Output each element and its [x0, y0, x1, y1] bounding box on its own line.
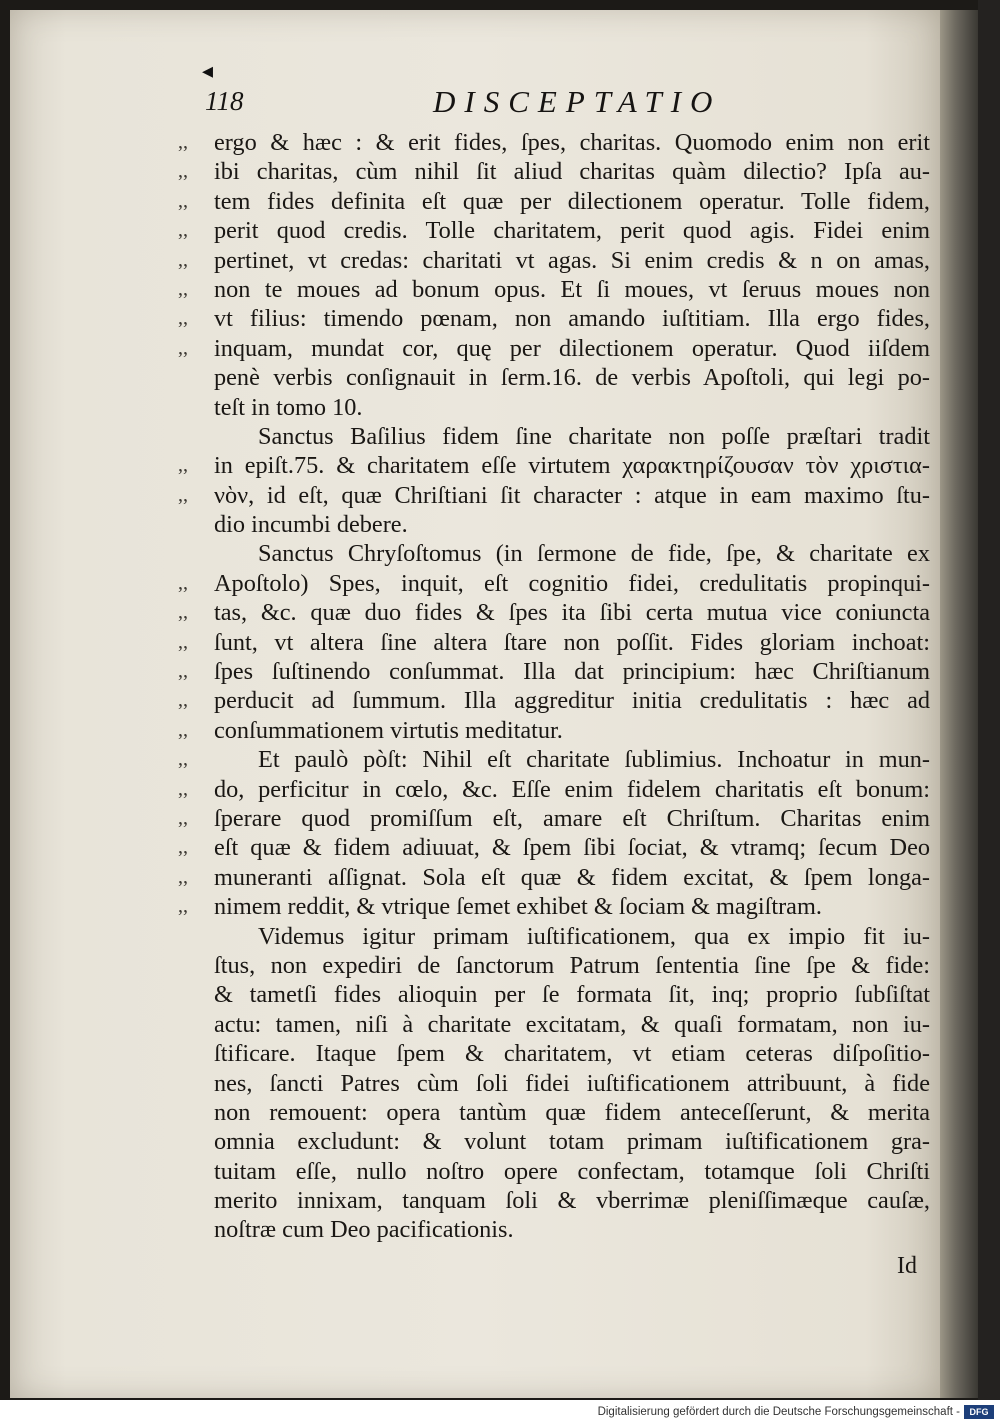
text-line	[178, 1186, 930, 1215]
quote-marker: ,,	[178, 571, 188, 594]
text-line	[178, 451, 930, 480]
text-line	[178, 598, 930, 627]
line-text: non remouent: opera tantùm quæ fidem anteceſſerunt, & merita	[214, 1098, 930, 1126]
text-line	[178, 980, 930, 1009]
text-line	[178, 1039, 930, 1068]
quote-marker: ,,	[178, 189, 188, 212]
line-text: ergo & hæc : & erit fides, ſpes, charitas. Quomodo enim non erit	[214, 129, 930, 156]
line-text: penè verbis conſignauit in ſerm.16. de verbis Apoſtoli, qui legi po-	[214, 364, 930, 392]
running-head	[205, 82, 935, 122]
catchword: Id	[897, 1253, 917, 1279]
line-text: tas, &c. quæ duo fides & ſpes ita ſibi certa mutua vice coniuncta	[214, 599, 930, 627]
line-text: ſunt, vt altera ſine altera ſtare non poſſit. Fides gloriam inchoat:	[214, 628, 930, 656]
quote-marker: ,,	[178, 660, 188, 683]
text-line	[178, 628, 930, 657]
quote-marker: ,,	[178, 777, 188, 800]
line-text: conſummationem virtutis meditatur.	[214, 716, 563, 744]
line-text: ſperare quod promiſſum eſt, amare eſt Chriſtum. Charitas enim	[214, 804, 930, 832]
line-text: & tametſi fides alioquin per ſe formata ſit, inq; proprio ſubſiſtat	[214, 981, 930, 1009]
text-line	[178, 657, 930, 686]
text-line	[178, 1157, 930, 1186]
quote-marker: ,,	[178, 131, 188, 153]
quote-marker: ,,	[178, 895, 188, 918]
text-line	[178, 304, 930, 333]
text-line	[178, 1215, 930, 1244]
quote-marker: ,,	[178, 307, 188, 330]
text-line	[178, 539, 930, 568]
quote-marker: ,,	[178, 454, 188, 477]
text-line	[178, 216, 930, 245]
text-line	[178, 334, 930, 363]
text-line	[178, 1069, 930, 1098]
quote-marker: ,,	[178, 336, 188, 359]
line-text: ſpes ſuſtinendo conſummat. Illa dat principium: hæc Chriſtianum	[214, 658, 930, 686]
text-line	[178, 892, 930, 921]
text-line	[178, 157, 930, 186]
line-text: non te moues ad bonum opus. Et ſi moues, vt ſeruus moues non	[214, 275, 930, 303]
page-number: 118	[205, 86, 244, 116]
text-line	[178, 922, 930, 951]
line-text: Videmus igitur primam iuſtificationem, qua ex impio fit iu-	[258, 922, 930, 950]
text-line	[178, 863, 930, 892]
quote-marker: ,,	[178, 483, 188, 506]
footer-bar	[0, 1400, 1000, 1425]
quote-marker: ,,	[178, 248, 188, 271]
line-text: eſt quæ & fidem adiuuat, & ſpem ſibi ſociat, & vtramq; ſecum Deo	[214, 834, 930, 862]
line-text: nes, ſancti Patres cùm ſoli fidei iuſtificationem attribuunt, à fide	[214, 1069, 930, 1097]
text-line	[178, 510, 930, 539]
text-line	[178, 1010, 930, 1039]
body-text	[178, 128, 930, 1245]
line-text: pertinet, vt credas: charitati vt agas. Si enim credis & n on amas,	[214, 246, 930, 274]
page-corner-mark: ◂	[202, 58, 214, 83]
funding-credit: Digitalisierung gefördert durch die Deutsche Forschungsgemeinschaft -	[597, 1406, 960, 1418]
text-line	[178, 569, 930, 598]
text-line	[178, 1127, 930, 1156]
text-line	[178, 745, 930, 774]
quote-marker: ,,	[178, 160, 188, 183]
line-text: Sanctus Baſilius fidem ſine charitate non poſſe præſtari tradit	[258, 422, 930, 450]
quote-marker: ,,	[178, 806, 188, 829]
quote-marker: ,,	[178, 630, 188, 653]
quote-marker: ,,	[178, 219, 188, 242]
line-text: omnia excludunt: & volunt totam primam iuſtificationem gra-	[214, 1128, 930, 1156]
text-line	[178, 686, 930, 715]
line-text: ſtificare. Itaque ſpem & charitatem, vt etiam ceteras diſpoſitio-	[214, 1040, 930, 1068]
line-text: Sanctus Chryſoſtomus (in ſermone de fide, ſpe, & charitate ex	[258, 540, 930, 568]
quote-marker: ,,	[178, 689, 188, 712]
text-line	[178, 187, 930, 216]
text-line	[178, 716, 930, 745]
quote-marker: ,,	[178, 601, 188, 624]
line-text: vt filius: timendo pœnam, non amando iuſtitiam. Illa ergo fides,	[214, 305, 930, 333]
line-text: tuitam eſſe, nullo noſtro opere confectam, totamque ſoli Chriſti	[214, 1157, 930, 1185]
quote-marker: ,,	[178, 748, 188, 771]
line-text: inquam, mundat cor, quę per dilectionem operatur. Quod iiſdem	[214, 334, 930, 362]
quote-marker: ,,	[178, 718, 188, 741]
scan-border	[978, 0, 1000, 1400]
line-text: νὸν, id eſt, quæ Chriſtiani ſit character : atque in eam maximo ſtu-	[214, 481, 930, 509]
running-title: DISCEPTATIO	[433, 84, 722, 119]
line-text: perit quod credis. Tolle charitatem, perit quod agis. Fidei enim	[214, 217, 930, 245]
text-line	[178, 833, 930, 862]
text-line	[178, 393, 930, 422]
line-text: actu: tamen, niſi à charitate excitatam, & quaſi formatam, non iu-	[214, 1010, 930, 1038]
text-line	[178, 422, 930, 451]
text-line	[178, 363, 930, 392]
line-text: dio incumbi debere.	[214, 511, 408, 539]
text-line	[178, 246, 930, 275]
line-text: ibi charitas, cùm nihil ſit aliud charitas quàm dilectio? Ipſa au-	[214, 158, 930, 186]
line-text: perducit ad ſummum. Illa aggreditur initia credulitatis : hæc ad	[214, 687, 930, 715]
line-text: muneranti aſſignat. Sola eſt quæ & fidem excitat, & ſpem longa-	[214, 863, 930, 891]
line-text: nimem reddit, & vtrique ſemet exhibet & ſociam & magiſtram.	[214, 893, 822, 921]
text-line	[178, 804, 930, 833]
line-text: do, perficitur in cœlo, &c. Eſſe enim fidelem charitatis eſt bonum:	[214, 775, 930, 803]
text-line	[178, 481, 930, 510]
line-text: merito innixam, tanquam ſoli & vberrimæ pleniſſimæque cauſæ,	[214, 1187, 930, 1215]
text-line	[178, 951, 930, 980]
quote-marker: ,,	[178, 836, 188, 859]
line-text: noſtræ cum Deo pacificationis.	[214, 1216, 514, 1244]
text-line	[178, 775, 930, 804]
quote-marker: ,,	[178, 865, 188, 888]
line-text: in epiſt.75. & charitatem eſſe virtutem χαρακτηρίζουσαν τὸν χριστια-	[214, 452, 930, 480]
line-text: teſt in tomo 10.	[214, 393, 363, 421]
line-text: Apoſtolo) Spes, inquit, eſt cognitio fidei, credulitatis propinqui-	[214, 569, 930, 597]
line-text: ſtus, non expediri de ſanctorum Patrum ſententia ſine ſpe & fide:	[214, 951, 930, 979]
dfg-logo: DFG	[964, 1405, 994, 1419]
quote-marker: ,,	[178, 277, 188, 300]
line-text: tem fides definita eſt quæ per dilectionem operatur. Tolle fidem,	[214, 187, 930, 215]
page-edge-shadow	[940, 10, 978, 1398]
text-line	[178, 128, 930, 157]
text-line	[178, 275, 930, 304]
text-line	[178, 1098, 930, 1127]
line-text: Et paulò pòſt: Nihil eſt charitate ſublimius. Inchoatur in mun-	[258, 746, 930, 774]
